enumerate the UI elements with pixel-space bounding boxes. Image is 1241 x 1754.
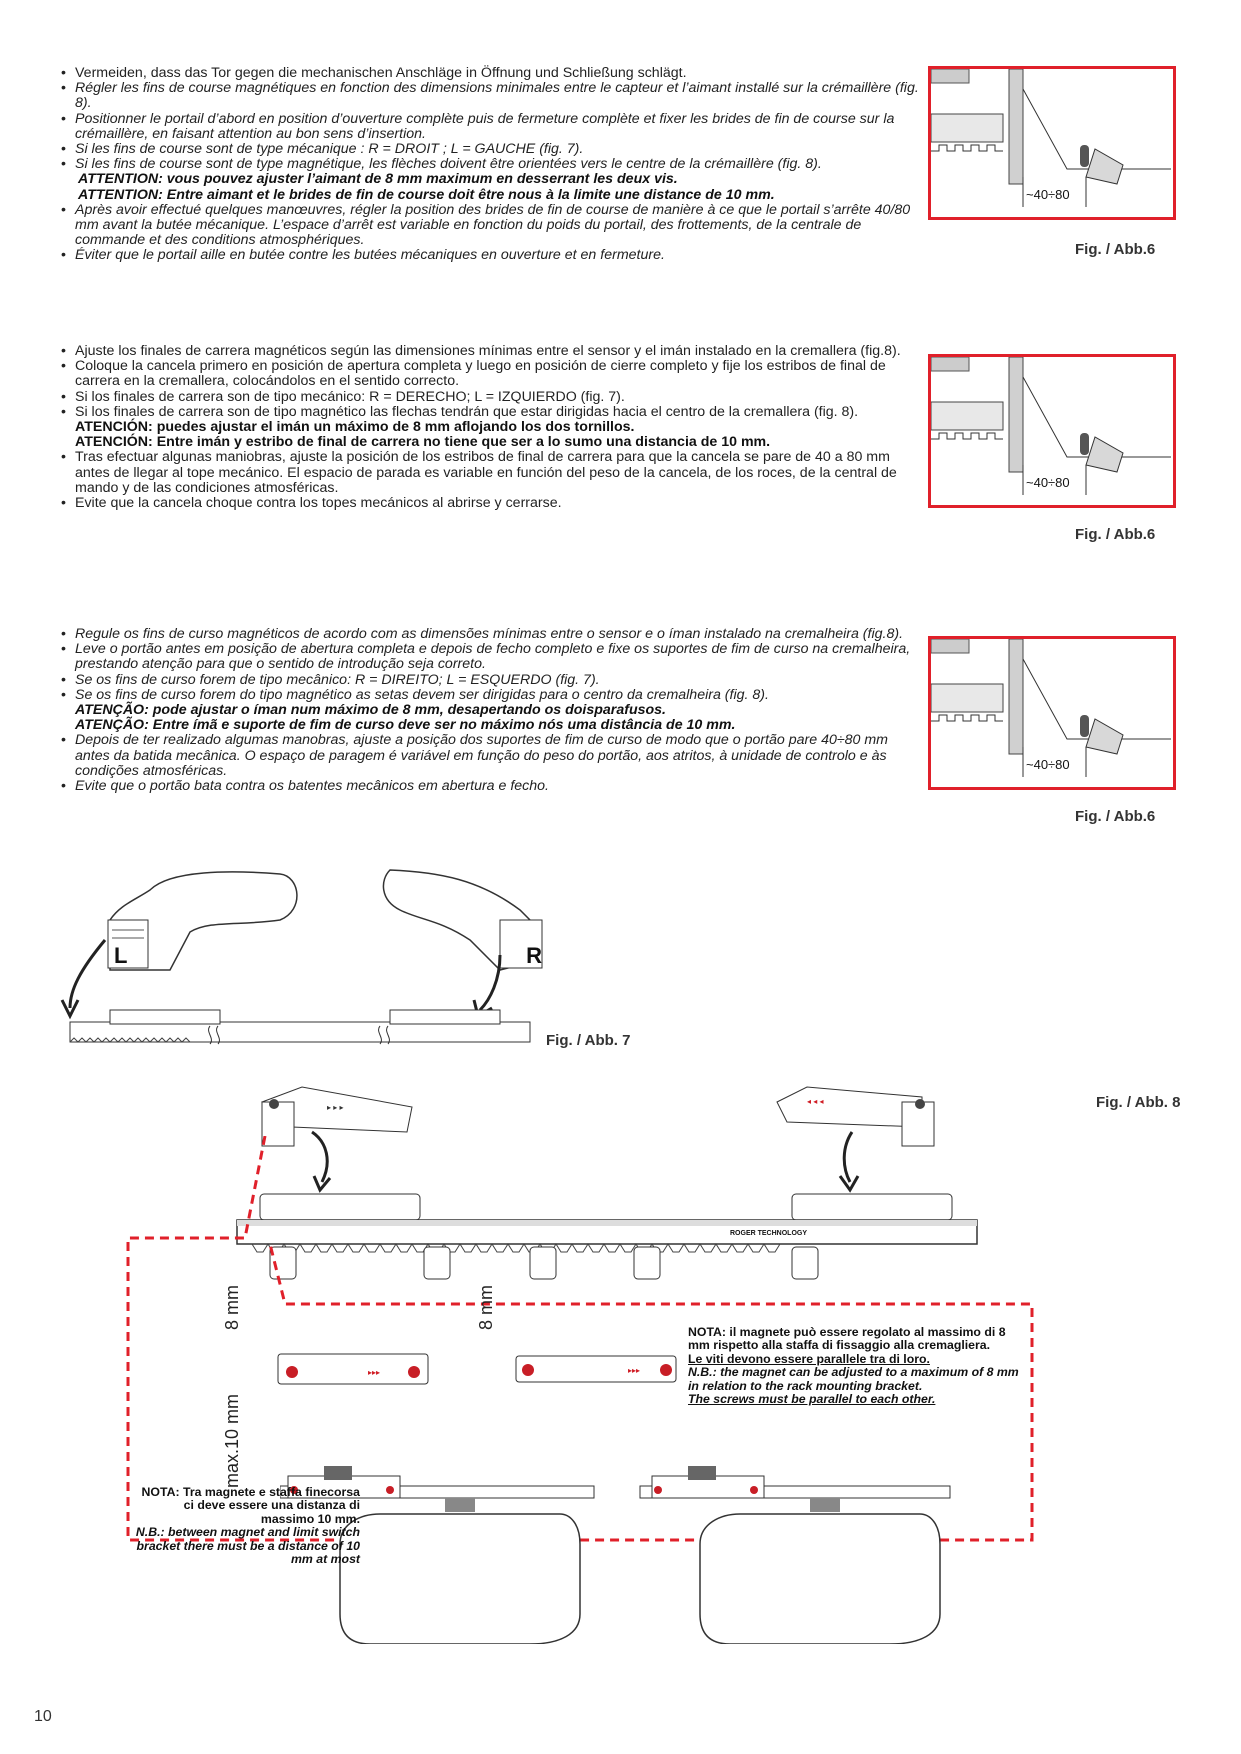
bracket-detail-row [280,1464,980,1644]
dimension-8mm-right: 8 mm [476,1285,496,1330]
fig6-diagram [928,354,1176,508]
svg-text:▸ ▸ ▸: ▸ ▸ ▸ [327,1103,344,1112]
list-item: • Après avoir effectué quelques manœuvres, régler la position des brides de fin de course de manière à ce que le portail s’arrête 40/80 mm avant la butée mécanique. L’espace d’arrêt est variable en fonction du poids du portail, des frottements, de la centrale de commande et des conditions atmosphériques. [58,203,920,249]
fig6-caption: Fig. / Abb.6 [1075,808,1156,825]
list-item: • Si les fins de course sont de type magnétique, les flèches doivent être orientées vers le centre de la crémaillère (fig. 8). [58,157,920,172]
list-item: • Éviter que le portail aille en butée contre les butées mécaniques en ouverture et en fermeture. [58,248,920,263]
note-right-en: N.B.: the magnet can be adjusted to a maximum of 8 mm in relation to the rack mounting bracket. [688,1365,1019,1393]
svg-text:▸▸▸: ▸▸▸ [368,1368,381,1377]
fig6-caption: Fig. / Abb.6 [1075,526,1156,543]
list-item: • Evite que o portão bata contra os batentes mecânicos em abertura e fecho. [58,779,920,794]
fig6-diagram [928,66,1176,220]
note-right-it: NOTA: il magnete può essere regolato al massimo di 8 mm rispetto alla staffa di fissaggio alla cremagliera. [688,1325,1006,1353]
fig8-caption: Fig. / Abb. 8 [1096,1094,1181,1111]
note-right-en-underlined: The screws must be parallel to each other. [688,1392,936,1407]
warning-text: ATENÇÃO: Entre ímã e suporte de fim de curso deve ser no máximo nós uma distância de 10 mm. [75,717,736,734]
warning-text: ATTENTION: Entre aimant et le brides de fin de course doit être nous à la limite une distance de 10 mm. [78,186,775,203]
note-left [130,1486,360,1566]
list-item: • Se os fins de curso forem do tipo magnético as setas devem ser dirigidas para o centro da cremalheira (fig. 8). [58,688,920,703]
list-item: • Leve o portão antes em posição de abertura completa e depois de fecho completo e fixe os suportes de fim de curso na cremalheira, prestando atenção para que o sentido de introdução seja correto. [58,642,920,672]
list-item: • Si les fins de course sont de type mécanique : R = DROIT ; L = GAUCHE (fig. 7). [58,142,920,157]
list-item: • Si los finales de carrera son de tipo mecánico: R = DERECHO; L = IZQUIERDO (fig. 7). [58,390,920,405]
note-left-en: N.B.: between magnet and limit switch bracket there must be a distance of 10 mm at most [135,1525,360,1567]
dimension-label: ~40÷80 [1026,757,1070,772]
warning-text: ATENCIÓN: Entre imán y estribo de final de carrera no tiene que ser a lo sumo una distancia de 10 mm. [75,434,771,451]
list-item: • Ajuste los finales de carrera magnéticos según las dimensiones mínimas entre el sensor y el imán instalado en la cremallera (fig.8). [58,344,920,359]
list-item: • Depois de ter realizado algumas manobras, ajuste a posição dos suportes de fim de curso de modo que o portão pare 40÷80 mm antes da batida mecânica. O espaço de paragem é variável em função do peso do portão, aos atritos, à unidade de controlo e às condições atmosféricas. [58,733,920,779]
note-right-it-underlined: Le viti devono essere parallele tra di loro. [688,1351,930,1366]
section-pt [58,627,920,794]
list-item: • Si los finales de carrera son de tipo magnético las flechas tendrán que estar dirigidas hacia el centro de la cremallera (fig. 8). [58,405,920,420]
section-es [58,344,920,511]
warning-text: ATTENTION: vous pouvez ajuster l’aimant de 8 mm maximum en desserrant les deux vis. [78,171,678,188]
fig7-caption: Fig. / Abb. 7 [546,1032,631,1049]
list-item: • Positionner le portail d’abord en position d’ouverture complète puis de fermeture complète et fixer les brides de fin de course sur la crémaillère, en faisant attention au bon sens d’insertion. [58,112,920,142]
list-item: • Régler les fins de course magnétiques en fonction des dimensions minimales entre le capteur et l’aimant installé sur la crémaillère (fig. 8). [58,81,920,111]
label-r: R [526,943,542,968]
note-right [688,1326,1028,1406]
list-item: • Evite que la cancela choque contra los topes mecánicos al abrirse y cerrarse. [58,496,920,511]
list-item: • Se os fins de curso forem de tipo mecânico: R = DIREITO; L = ESQUERDO (fig. 7). [58,673,920,688]
list-item: • Regule os fins de curso magnéticos de acordo com as dimensões mínimas entre o sensor e o íman instalado na cremalheira (fig.8). [58,627,920,642]
svg-text:◂ ◂ ◂: ◂ ◂ ◂ [807,1097,824,1106]
gate-stop-diagram [931,639,1173,787]
dimension-8mm-left: 8 mm [222,1285,242,1330]
brand-label: ROGER TECHNOLOGY [730,1230,808,1237]
list-item: • Coloque la cancela primero en posición de apertura completa y luego en posición de cierre completo y fije los estribos de final de carrera en la cremallera, colocándolos en el sentido correcto. [58,359,920,389]
dimension-label: ~40÷80 [1026,475,1070,490]
warning-text: ATENCIÓN: puedes ajustar el imán un máximo de 8 mm aflojando los dos tornillos. [75,419,635,436]
page-number: 10 [34,1708,52,1725]
fig6-caption: Fig. / Abb.6 [1075,241,1156,258]
list-item: • Tras efectuar algunas maniobras, ajuste la posición de los estribos de final de carrera para que la cancela se pare de 40 a 80 mm antes de llegar al tope mecánico. El espacio de parada es variable en función del peso de la cancela, de los roces, de la central de mando y de las condiciones atmosféricas. [58,450,920,496]
section-fr [58,66,920,264]
list-item: • Vermeiden, dass das Tor gegen die mechanischen Anschläge in Öffnung und Schließung schlägt. [58,66,920,81]
dimension-10mm: max.10 mm [222,1393,242,1488]
gate-stop-diagram [931,69,1173,217]
warning-text: ATENÇÃO: pode ajustar o íman num máximo de 8 mm, desapertando os doisparafusos. [75,702,666,719]
fig6-diagram [928,636,1176,790]
gate-stop-diagram [931,357,1173,505]
label-l: L [114,943,128,968]
magnet-detail-row [258,1348,698,1394]
fig7-diagram [60,860,550,1050]
note-left-it: NOTA: Tra magnete e staffa finecorsa ci deve essere una distanza di massimo 10 mm. [141,1485,360,1526]
dimension-label: ~40÷80 [1026,187,1070,202]
svg-text:▸▸▸: ▸▸▸ [628,1366,641,1375]
